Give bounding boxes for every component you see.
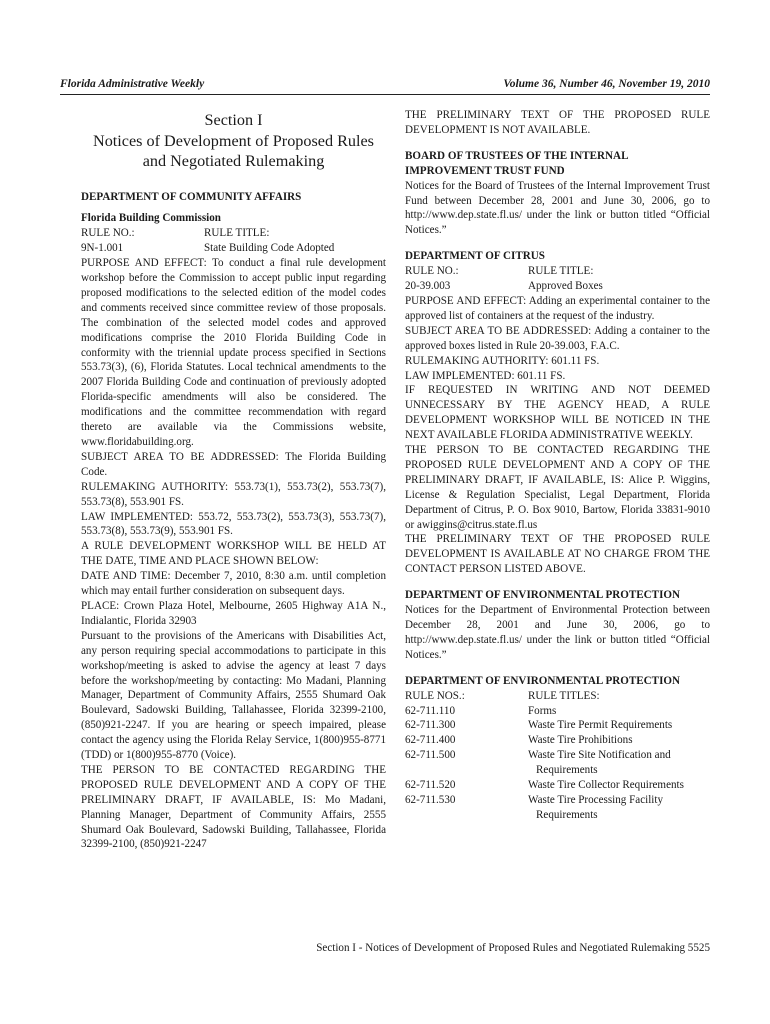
dep2-rule-no: 62-711.520 [405,779,456,792]
citrus-prelim-text: THE PRELIMINARY TEXT OF THE PROPOSED RULE DEVELOPMENT IS AVAILABLE AT NO CHARGE FROM THE CONTACT PERSON LISTED ABOVE. [405,533,710,576]
citrus-authority: RULEMAKING AUTHORITY: 601.11 FS. [405,354,600,367]
dep2-rule-title [528,793,710,823]
dep2-rule-title-line1: Waste Tire Site Notification and [528,749,671,762]
dep2-rule-title-line2: Requirements [536,764,598,777]
dep2-rule-title: Waste Tire Permit Requirements [528,719,673,732]
dept-heading: DEPARTMENT OF COMMUNITY AFFAIRS [81,190,302,203]
rule-title-label: RULE TITLE: [204,227,270,240]
section-title-line3: and Negotiated Rulemaking [142,152,325,170]
citrus-rule-no: 20-39.003 [405,280,451,293]
subject-area: SUBJECT AREA TO BE ADDRESSED: The Florida Building Code. [81,450,386,478]
citrus-contact-person: THE PERSON TO BE CONTACTED REGARDING THE PROPOSED RULE DEVELOPMENT AND A COPY OF THE PRELIMINARY DRAFT, IF AVAILABLE, IS: Alice P. Wiggins, License & Regulation Specialist, Legal Department, Florida Department of Citrus, P. O. Box 9010, Bartow, Florida 33831-9010 or awiggins@citrus.state.fl.us [405,444,710,531]
dep1-notice: Notices for the Department of Environmental Protection between December 28, 2001 and June 30, 2006, go to http://www.dep.state.fl.us/ under the link or button titled “Official Notices.” [405,604,710,661]
ada-notice: Pursuant to the provisions of the Americans with Disabilities Act, any person requiring special accommodations to participate in this workshop/meeting is asked to advise the agency at least 7 days before the workshop/meeting by contacting: Mo Madani, Planning Manager, Department of Community Affairs, 2555 Shumard Oak Boulevard, Sadowski Building, Tallahassee, Florida 32399-2100, (850)921-2247. If you are hearing or speech impaired, please contact the agency using the Florida Relay Service, 1(800)955-8771 (TDD) or 1(800)955-8770 (Voice). [81,629,386,762]
citrus-request-notice: IF REQUESTED IN WRITING AND NOT DEEMED UNNECESSARY BY THE AGENCY HEAD, A RULE DEVELOPMENT WORKSHOP WILL BE NOTICED IN THE NEXT AVAILABLE FLORIDA ADMINISTRATIVE WEEKLY. [405,384,710,442]
issue-info: Volume 36, Number 46, November 19, 2010 [503,78,710,90]
sub-agency: Florida Building Commission [81,212,221,225]
citrus-subject: SUBJECT AREA TO BE ADDRESSED: Adding a container to the approved boxes listed in Rule 20-39.003, F.A.C. [405,324,710,352]
page-header [60,76,710,95]
dep2-rule-title [528,748,710,778]
dep2-rule-title: Forms [528,704,557,717]
page-footer: Section I - Notices of Development of Proposed Rules and Negotiated Rulemaking 5525 [316,942,710,954]
rule-values-row [81,241,386,256]
section-title [81,110,386,172]
dep2-rule-no: 62-711.300 [405,719,456,732]
right-column [405,108,710,823]
trustees-dept-heading: BOARD OF TRUSTEES OF THE INTERNAL IMPROVEMENT TRUST FUND [405,149,628,177]
dep2-rule-labels-row [405,689,710,704]
dep2-rule-title-line1: Waste Tire Processing Facility [528,793,663,806]
dep2-rule-no: 62-711.400 [405,734,456,747]
dep2-rule-title: Waste Tire Prohibitions [528,734,633,747]
list-item [405,718,710,733]
prelim-not-available: THE PRELIMINARY TEXT OF THE PROPOSED RULE DEVELOPMENT IS NOT AVAILABLE. [405,109,710,136]
contact-person: THE PERSON TO BE CONTACTED REGARDING THE PROPOSED RULE DEVELOPMENT AND A COPY OF THE PRELIMINARY DRAFT, IF AVAILABLE, IS: Mo Madani, Planning Manager, Department of Community Affairs, 2555 Shumard Oak Boulevard, Sadowski Building, Tallahassee, Florida 32399-2100, (850)921-2247 [81,763,386,851]
citrus-rule-no-label: RULE NO.: [405,265,459,278]
rule-labels-row [81,226,386,241]
dep2-dept-heading: DEPARTMENT OF ENVIRONMENTAL PROTECTION [405,674,681,687]
publication-name: Florida Administrative Weekly [60,78,205,90]
dep2-rule-no: 62-711.530 [405,793,456,806]
citrus-dept-heading: DEPARTMENT OF CITRUS [405,250,545,263]
citrus-rule-labels-row [405,264,710,279]
list-item [405,704,710,719]
dep2-rule-nos-label: RULE NOS.: [405,689,465,702]
list-item [405,793,710,823]
dep2-rule-no: 62-711.110 [405,704,456,717]
rule-no: 9N-1.001 [81,242,124,255]
dep2-rule-title-line2: Requirements [536,808,598,821]
workshop-notice: A RULE DEVELOPMENT WORKSHOP WILL BE HELD AT THE DATE, TIME AND PLACE SHOWN BELOW: [81,540,386,568]
citrus-law: LAW IMPLEMENTED: 601.11 FS. [405,369,566,382]
rulemaking-authority: RULEMAKING AUTHORITY: 553.73(1), 553.73(2), 553.73(7), 553.73(8), 553.901 FS. [81,480,386,508]
section-title-line1: Section I [204,111,263,129]
rule-title: State Building Code Adopted [204,242,335,255]
date-time: DATE AND TIME: December 7, 2010, 8:30 a.m. until completion which may entail further consideration on subsequent days. [81,570,386,598]
dep2-rule-title: Waste Tire Collector Requirements [528,779,684,792]
purpose-effect: PURPOSE AND EFFECT: To conduct a final rule development workshop before the Commission to accept public input regarding proposed modifications to the selected edition of the model codes and comments received since committee review of those proposals. The combination of the selected model codes and approved modifications comprise the 2010 Florida Building Code in conformity with the triennial update process specified in Sections 553.73(3), (6), Florida Statutes. Local technical amendments to the 2007 Florida Building Code and continuation of previously adopted Florida-specific amendments will also be considered. The modifications and the committee recommendation with regard thereto are available via the Commissions website, www.floridabuilding.org. [81,257,386,448]
list-item [405,733,710,748]
citrus-purpose: PURPOSE AND EFFECT: Adding an experimental container to the approved list of containers at the request of the industry. [405,294,710,322]
dep1-dept-heading: DEPARTMENT OF ENVIRONMENTAL PROTECTION [405,589,681,602]
dep2-rule-titles-label: RULE TITLES: [528,689,600,702]
rule-no-label: RULE NO.: [81,227,135,240]
trustees-notice: Notices for the Board of Trustees of the Internal Improvement Trust Fund between December 28, 2001 and June 30, 2006, go to http://www.dep.state.fl.us/ under the link or button titled “Official Notices.” [405,179,710,237]
section-title-line2: Notices of Development of Proposed Rules [93,131,374,150]
list-item [405,748,710,778]
place: PLACE: Crown Plaza Hotel, Melbourne, 2605 Highway A1A N., Indialantic, Florida 32903 [81,599,386,627]
citrus-rule-title: Approved Boxes [528,280,603,293]
dep2-rule-no: 62-711.500 [405,749,456,762]
citrus-rule-values-row [405,279,710,294]
list-item [405,778,710,793]
left-column [81,108,386,852]
law-implemented: LAW IMPLEMENTED: 553.72, 553.73(2), 553.73(3), 553.73(7), 553.73(8), 553.73(9), 553.901 FS. [81,510,386,538]
citrus-rule-title-label: RULE TITLE: [528,265,594,278]
